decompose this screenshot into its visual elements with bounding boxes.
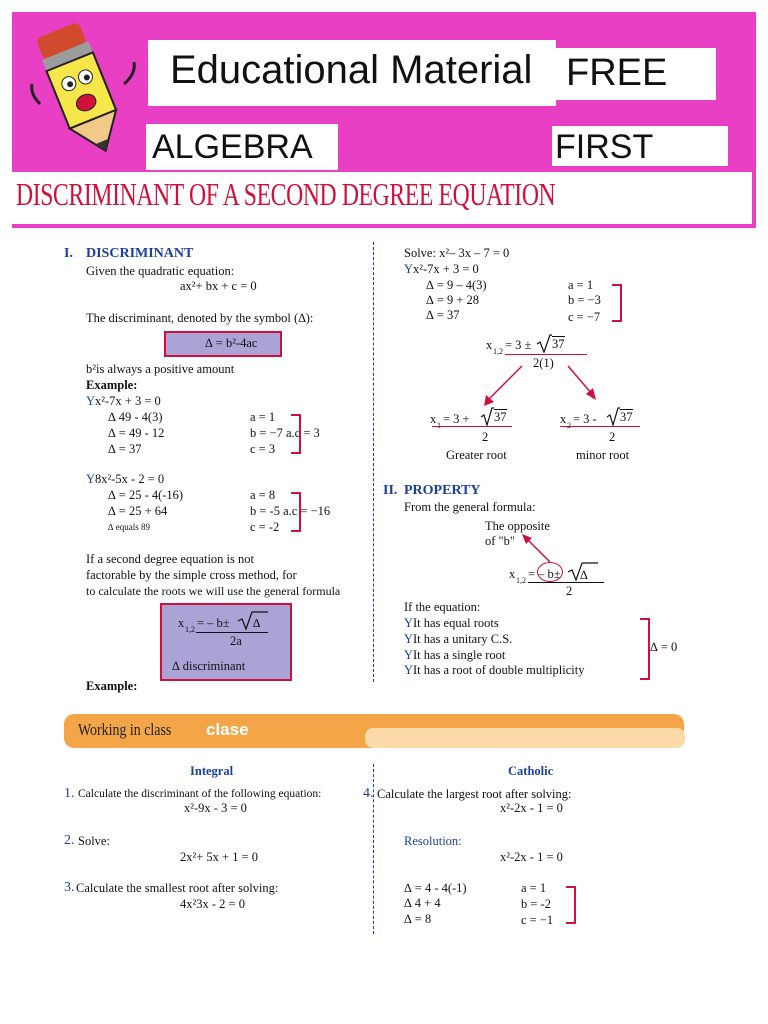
text-line: The discriminant, denoted by the symbol (∆): — [86, 311, 314, 325]
formula-den: 2a — [230, 634, 242, 648]
bullet-icon: Y — [404, 262, 414, 276]
fraction-bar — [528, 582, 604, 583]
step: ∆ = 25 + 64 — [108, 504, 168, 518]
sqrt-icon — [606, 405, 620, 427]
page-title: Educational Material — [170, 48, 533, 92]
formula-rest: = 3 + — [443, 412, 470, 426]
text-line: Given the quadratic equation: — [86, 264, 235, 278]
step: ∆ = 8 — [404, 912, 432, 926]
annotation: of "b" — [485, 534, 515, 548]
bracket — [566, 886, 576, 924]
formula-rest: = – b± — [197, 616, 230, 630]
condition: It has a unitary C.S. — [413, 632, 513, 646]
condition: It has a single root — [413, 648, 506, 662]
root-value: 37 — [494, 410, 507, 424]
minor-root-label: minor root — [576, 448, 630, 462]
formula-den: 2(1) — [533, 356, 554, 370]
text-line: to calculate the roots we will use the general formula — [86, 584, 341, 598]
step: ∆ 4 + 4 — [404, 896, 441, 910]
formula-x: x — [486, 338, 493, 352]
question-number: 1. — [64, 786, 75, 801]
fraction-bar — [505, 354, 587, 355]
text-line: If the equation: — [404, 600, 481, 614]
step: ∆ = 4 - 4(-1) — [404, 881, 467, 895]
coef-c: c = -2 — [250, 520, 280, 534]
coef-b: b = -5 a.c = −16 — [250, 504, 331, 518]
column-header: Catholic — [508, 764, 554, 778]
condition: It has a root of double multiplicity — [413, 663, 585, 677]
formula-main: = 3 ± — [505, 338, 532, 352]
coef-c: c = −1 — [521, 913, 554, 927]
bullet-icon: Y — [404, 616, 414, 630]
equation: x²-7x + 3 = 0 — [95, 394, 161, 408]
bracket — [291, 492, 301, 532]
svg-text:∆: ∆ — [253, 616, 261, 630]
section-title-discriminant: DISCRIMINANT — [86, 246, 194, 261]
example-label: Example: — [86, 679, 138, 693]
solve-line: Solve: x²– 3x – 7 = 0 — [404, 246, 510, 260]
step: ∆ = 9 – 4(3) — [426, 278, 487, 292]
banner-accent — [365, 728, 685, 748]
pencil-mascot-icon — [20, 14, 150, 164]
fraction-bar — [560, 426, 640, 427]
step: ∆ = 37 — [426, 308, 460, 322]
annotation: The opposite — [485, 519, 550, 533]
column-divider — [373, 242, 374, 682]
question-number: 3. — [64, 880, 75, 895]
formula-x: x — [509, 567, 516, 581]
formula-rest: = 3 - — [573, 412, 597, 426]
greater-root-label: Greater root — [446, 448, 507, 462]
coef-b: b = -2 — [521, 897, 551, 911]
bullet-icon: Y — [404, 663, 414, 677]
bracket — [640, 618, 650, 680]
sqrt-icon — [480, 405, 494, 427]
step: ∆ equals 89 — [108, 522, 150, 532]
question-number: 2. — [64, 833, 75, 848]
bullet-icon: Y — [86, 394, 96, 408]
formula-x: x — [560, 412, 567, 426]
coef-b: b = −7 a.c = 3 — [250, 426, 320, 440]
step: ∆ = 9 + 28 — [426, 293, 479, 307]
free-label: FREE — [566, 52, 668, 94]
section-number: I. — [64, 246, 73, 261]
bullet-icon: Y — [404, 648, 414, 662]
formula-x: x — [178, 616, 185, 630]
question-equation: 4x²3x - 2 = 0 — [180, 897, 245, 911]
arrow-icon — [518, 530, 558, 566]
question-text: Solve: — [78, 834, 110, 848]
question-text: Calculate the largest root after solving: — [377, 787, 572, 801]
condition: It has equal roots — [413, 616, 499, 630]
formula-x: x — [430, 412, 437, 426]
step: ∆ 49 - 4(3) — [108, 410, 163, 424]
coef-a: a = 1 — [521, 881, 547, 895]
coef-b: b = −3 — [568, 293, 601, 307]
question-equation: x²-2x - 1 = 0 — [500, 801, 563, 815]
bracket — [291, 414, 301, 454]
text-line: If a second degree equation is not — [86, 552, 254, 566]
question-equation: 2x²+ 5x + 1 = 0 — [180, 850, 259, 864]
equation: ax²+ bx + c = 0 — [180, 279, 257, 293]
bullet-icon: Y — [404, 632, 414, 646]
grade-label: FIRST — [555, 128, 654, 166]
resolution-label: Resolution: — [404, 834, 462, 848]
coef-a: a = 8 — [250, 488, 276, 502]
equation: 8x²-5x - 2 = 0 — [95, 472, 165, 486]
column-header: Integral — [190, 764, 234, 778]
formula-den: 2 — [609, 430, 616, 444]
text-line: b²is always a positive amount — [86, 362, 235, 376]
coef-a: a = 1 — [250, 410, 276, 424]
delta-symbol: ∆ — [580, 568, 588, 582]
step: ∆ = 25 - 4(-16) — [108, 488, 184, 502]
section-number: II. — [383, 483, 398, 498]
highlight-circle — [537, 562, 563, 582]
formula-note: ∆ discriminant — [172, 659, 246, 673]
formula-den: 2 — [482, 430, 489, 444]
discriminant-formula: ∆ = b²-4ac — [205, 336, 258, 350]
root-value: 37 — [552, 337, 565, 351]
property-result: ∆ = 0 — [650, 640, 678, 654]
sqrt-icon — [236, 609, 270, 631]
bullet-icon: Y — [86, 472, 96, 486]
formula-rest: = – b± — [528, 567, 561, 581]
sqrt-icon — [536, 332, 552, 354]
equation: x²-7x + 3 = 0 — [413, 262, 479, 276]
fraction-bar — [196, 632, 268, 633]
question-text: Calculate the smallest root after solving: — [76, 881, 279, 895]
resolution-equation: x²-2x - 1 = 0 — [500, 850, 563, 864]
banner-ghost: clase — [206, 720, 249, 739]
step: ∆ = 49 - 12 — [108, 426, 165, 440]
question-equation: x²-9x - 3 = 0 — [184, 801, 247, 815]
section-title-property: PROPERTY — [404, 483, 481, 498]
example-label: Example: — [86, 378, 138, 392]
formula-sub: 1,2 — [516, 576, 526, 585]
topic-title: DISCRIMINANT OF A SECOND DEGREE EQUATION — [16, 176, 556, 212]
step: ∆ = 37 — [108, 442, 142, 456]
question-number: 4. — [363, 786, 374, 801]
coef-a: a = 1 — [568, 278, 594, 292]
text-line: From the general formula: — [404, 500, 536, 514]
question-text: Calculate the discriminant of the following equation: — [78, 788, 322, 800]
formula-den: 2 — [566, 584, 573, 598]
coef-c: c = 3 — [250, 442, 276, 456]
coef-c: c = −7 — [568, 310, 601, 324]
bracket — [612, 284, 622, 322]
fraction-bar — [432, 426, 512, 427]
banner-title: Working in class — [78, 720, 172, 739]
arrow-icon — [470, 362, 610, 410]
subject-label: ALGEBRA — [152, 128, 313, 166]
text-line: factorable by the simple cross method, for — [86, 568, 297, 582]
formula-sub: 1,2 — [493, 347, 503, 356]
root-value: 37 — [620, 410, 633, 424]
formula-sub: 1,2 — [185, 625, 195, 634]
